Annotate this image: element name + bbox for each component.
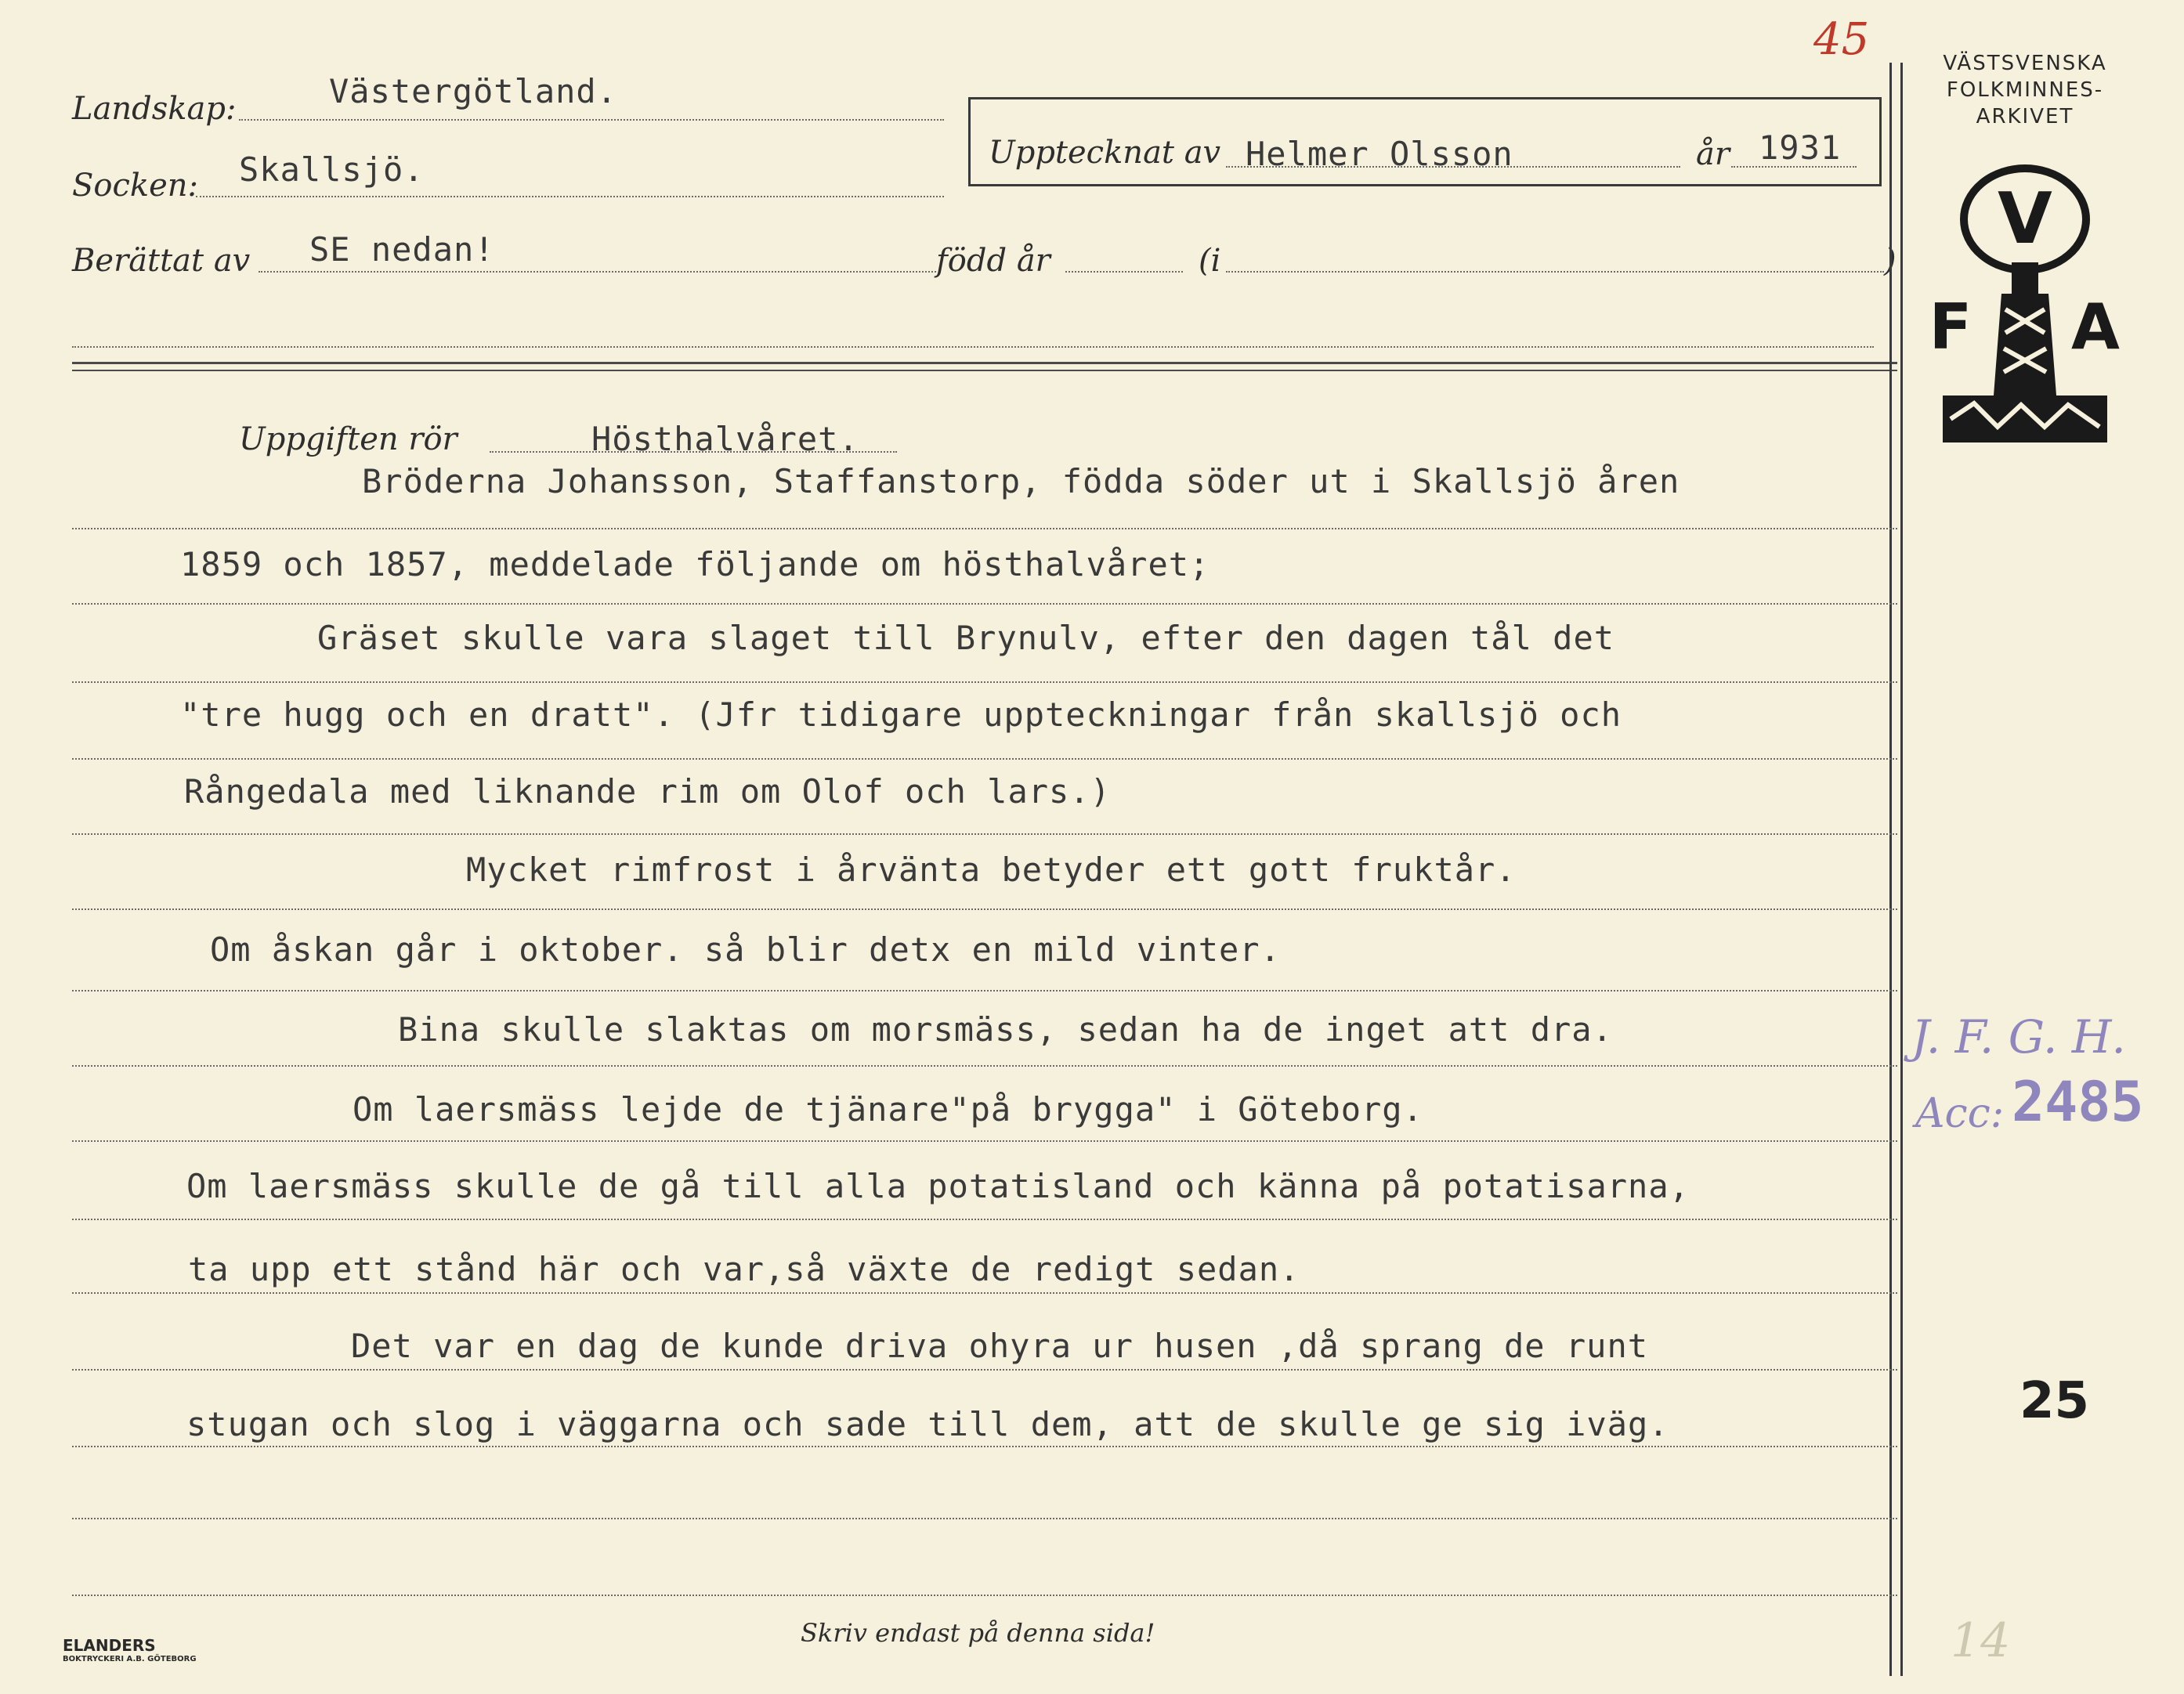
archive-line-1: VÄSTSVENSKA [1943, 52, 2107, 75]
rule-1 [72, 528, 1897, 529]
rule-5 [72, 833, 1897, 835]
subject-label: Uppgiften rör [239, 421, 457, 457]
socken-value: Skallsjö. [239, 150, 425, 189]
logo-letter-a: A [2071, 291, 2120, 363]
uppteck-dotline [1226, 166, 1680, 168]
stamp-initials: J. F. G. H. [1911, 1010, 2126, 1064]
archive-line-2: FOLKMINNES- [1946, 78, 2104, 102]
footer-instruction: Skriv endast på denna sida! [801, 1618, 1155, 1648]
landskap-label: Landskap: [72, 91, 237, 127]
rule-4 [72, 758, 1897, 760]
body-line-6: Mycket rimfrost i årvänta betyder ett gott fruktår. [466, 851, 1517, 889]
landskap-dotline [239, 119, 944, 121]
rule-14 [72, 1518, 1897, 1519]
berattat-value: SE nedan! [309, 230, 495, 269]
rule-3 [72, 681, 1897, 683]
stamp-acc-label: Acc: [1915, 1090, 2005, 1137]
rule-10 [72, 1219, 1897, 1220]
header-rule-top [72, 362, 1897, 364]
stamp-acc-number: 2485 [2012, 1070, 2144, 1134]
body-line-2: 1859 och 1857, meddelade följande om hösthalvåret; [180, 545, 1210, 583]
uppteck-value: Helmer Olsson [1246, 135, 1513, 173]
archive-name [1911, 50, 2139, 130]
body-line-11: ta upp ett stånd här och var,så växte de redigt sedan. [188, 1250, 1300, 1288]
printer-mark [63, 1638, 197, 1667]
rule-6 [72, 908, 1897, 910]
body-line-3: Gräset skulle vara slaget till Brynulv, efter den dagen tål det [317, 619, 1615, 657]
rule-8 [72, 1065, 1897, 1067]
berattat-dotline [259, 271, 936, 273]
margin-rule-2 [1900, 63, 1903, 1676]
body-line-12: Det var en dag de kunde driva ohyra ur husen ,då sprang de runt [351, 1327, 1649, 1365]
i-dotline [1226, 271, 1884, 273]
margin-rule-1 [1889, 63, 1892, 1676]
ar-value: 1931 [1759, 128, 1842, 167]
rule-7 [72, 990, 1897, 991]
landskap-value: Västergötland. [329, 72, 618, 110]
red-number: 45 [1813, 14, 1870, 65]
close-paren: ) [1884, 243, 1897, 279]
socken-dotline [196, 196, 944, 197]
ar-label: år [1696, 136, 1730, 172]
uppteck-label: Upptecknat av [989, 135, 1221, 171]
rule-11 [72, 1292, 1897, 1294]
printer-line-2: BOKTRYCKERI A.B. GÖTEBORG [63, 1655, 197, 1663]
fodd-dotline [1065, 271, 1183, 273]
ar-dotline [1731, 166, 1857, 168]
rule-15 [72, 1595, 1897, 1596]
body-line-8: Bina skulle slaktas om morsmäss, sedan ha de inget att dra. [398, 1010, 1613, 1049]
body-line-13: stugan och slog i väggarna och sade till dem, att de skulle ge sig iväg. [186, 1405, 1669, 1443]
logo-letter-f: F [1929, 291, 1972, 363]
page-number: 25 [2019, 1372, 2090, 1430]
body-line-10: Om laersmäss skulle de gå till alla potatisland och känna på potatisarna, [186, 1167, 1690, 1205]
rule-13 [72, 1446, 1897, 1447]
header-rule-bottom [72, 370, 1897, 371]
body-line-9: Om laersmäss lejde de tjänare"på brygga" i Göteborg. [353, 1090, 1423, 1129]
archive-logo-icon [1927, 161, 2123, 458]
body-line-7: Om åskan går i oktober. så blir detx en mild vinter. [210, 930, 1281, 969]
i-label: (i [1199, 243, 1221, 279]
berattat-label: Berättat av [72, 243, 251, 279]
body-line-1: Bröderna Johansson, Staffanstorp, födda söder ut i Skallsjö åren [362, 462, 1680, 500]
logo-letter-v: V [1998, 178, 2052, 260]
socken-label: Socken: [72, 168, 199, 204]
blank-dotline [72, 346, 1874, 348]
subject-value: Hösthalvåret. [591, 420, 859, 458]
rule-9 [72, 1140, 1897, 1142]
rule-2 [72, 603, 1897, 605]
body-line-5: Rångedala med liknande rim om Olof och lars.) [184, 772, 1111, 811]
subject-dotline [490, 451, 897, 453]
body-line-4: "tre hugg och en dratt". (Jfr tidigare uppteckningar från skallsjö och [180, 695, 1622, 734]
archive-line-3: ARKIVET [1976, 105, 2074, 128]
printer-line-1: ELANDERS [63, 1636, 156, 1655]
rule-12 [72, 1369, 1897, 1371]
faint-mark: 14 [1951, 1613, 2011, 1668]
fodd-label: född år [936, 243, 1050, 279]
